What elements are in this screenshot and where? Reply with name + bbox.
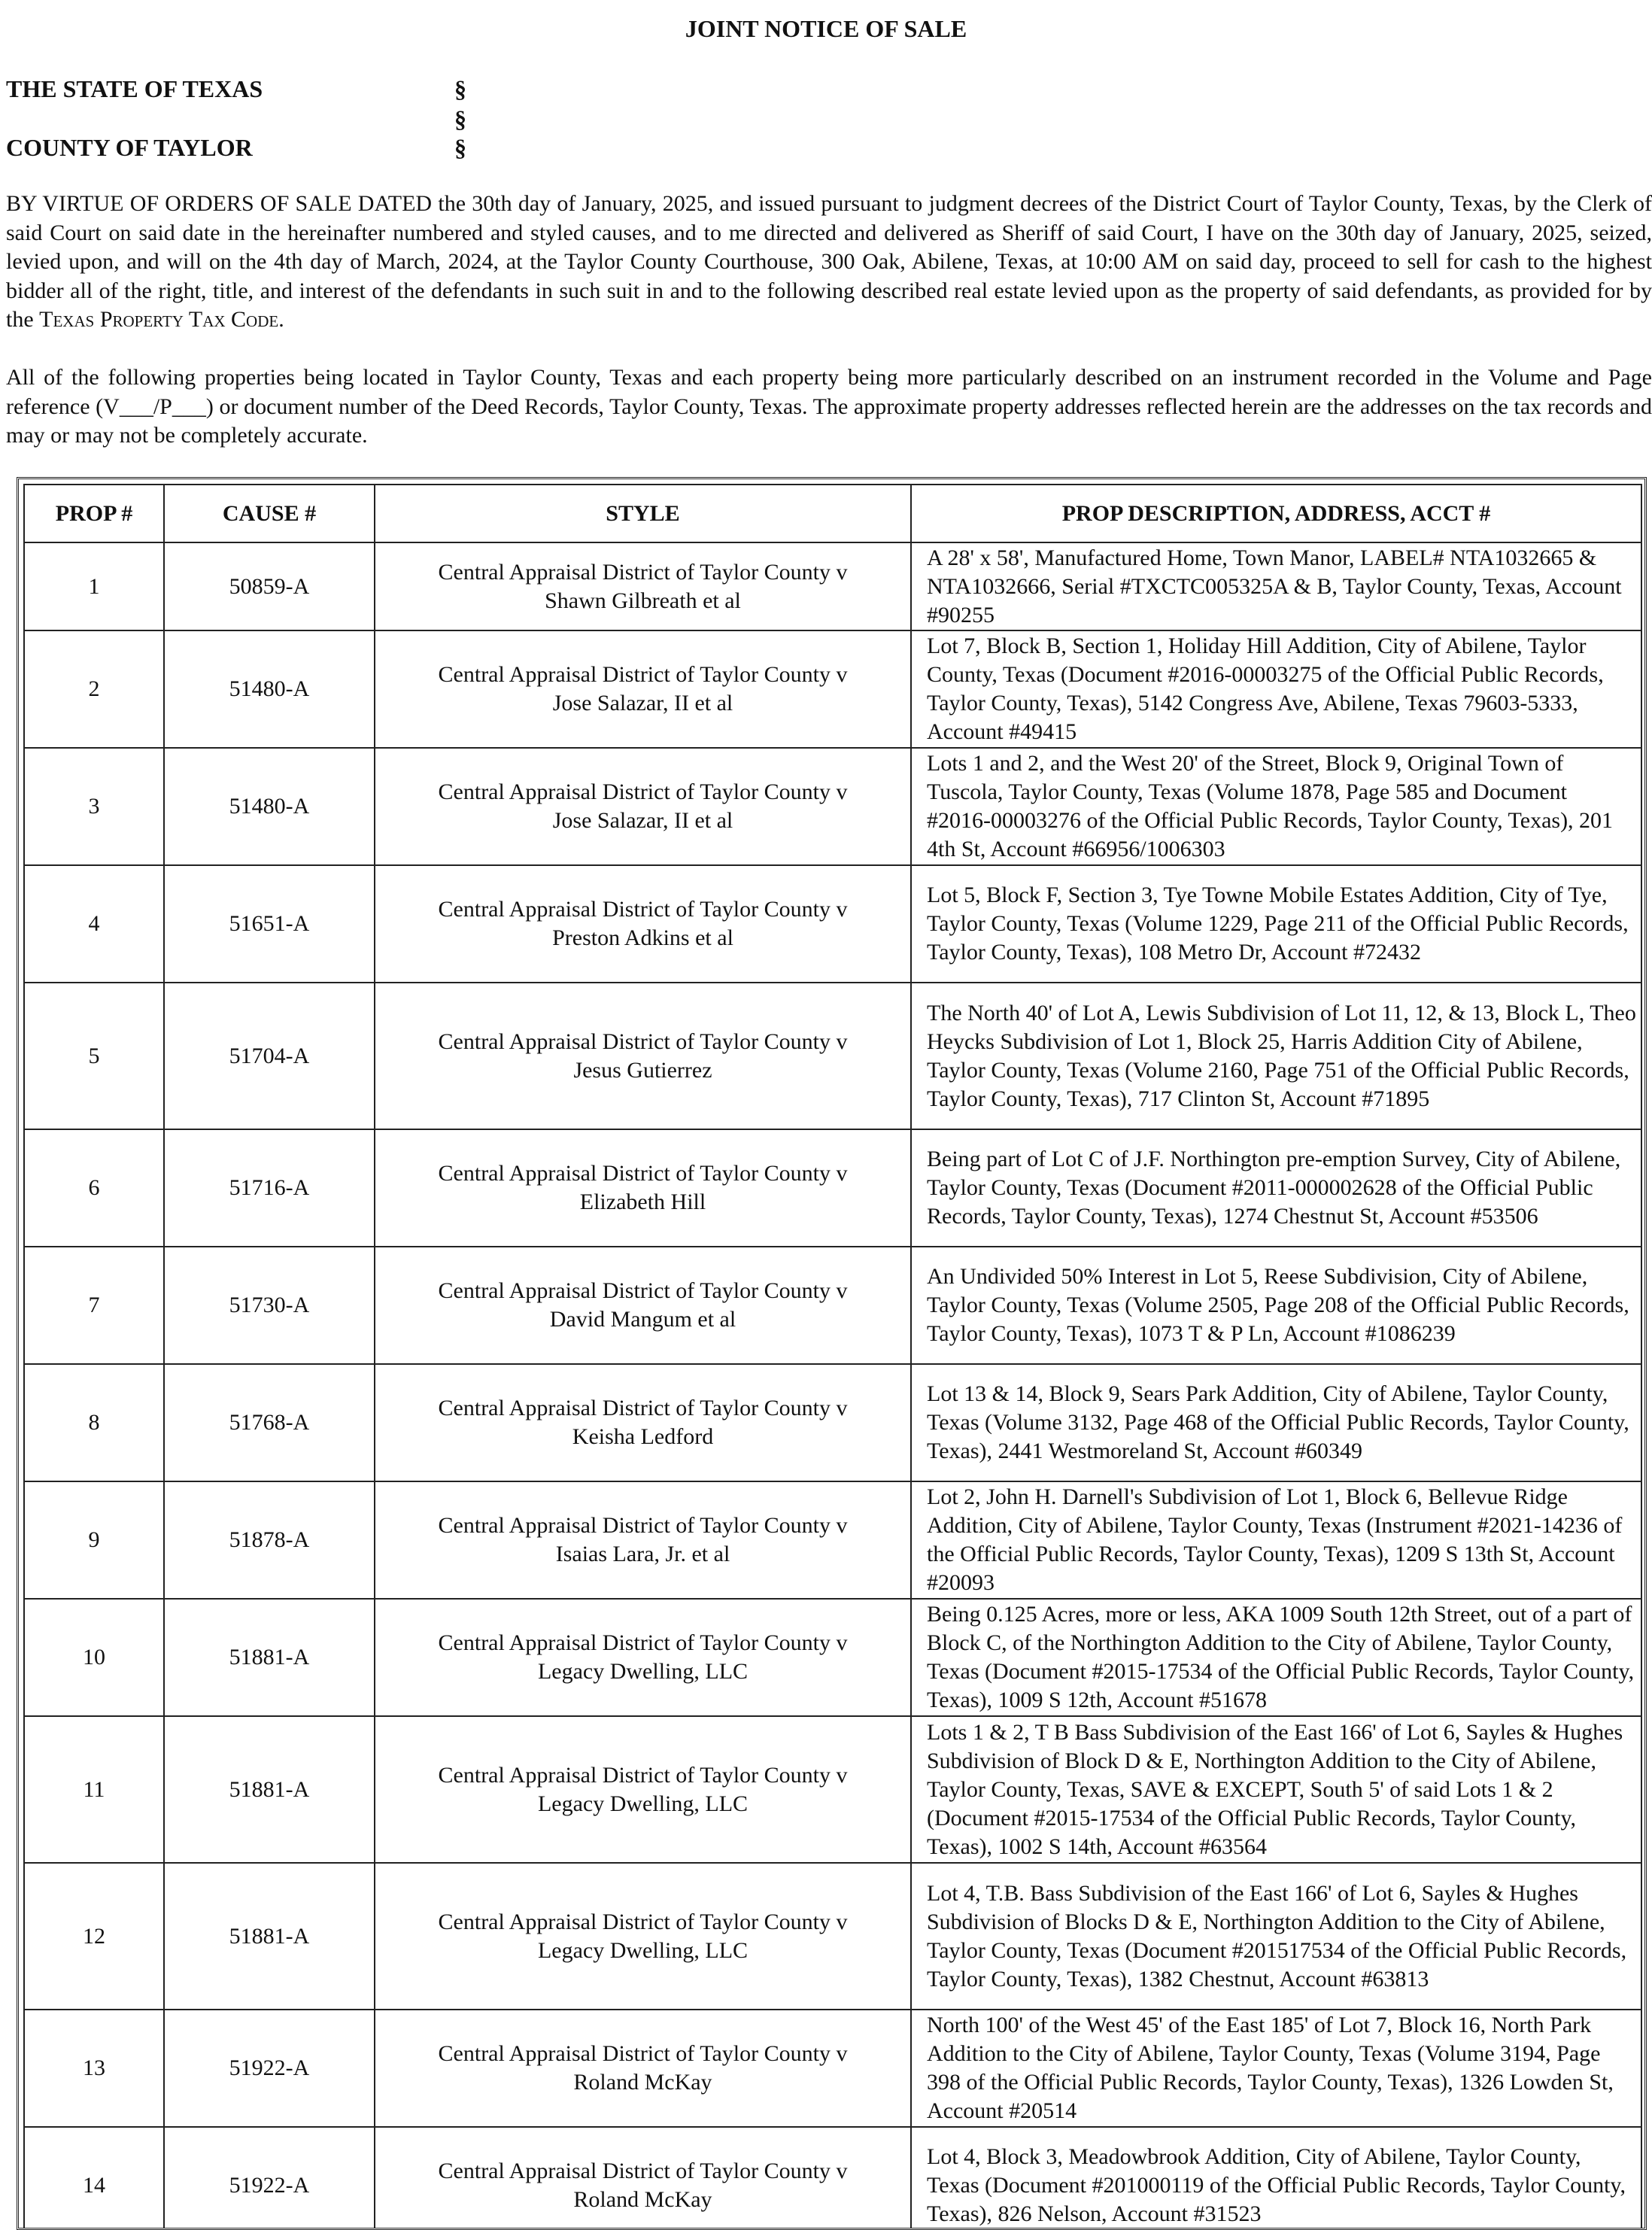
plaintiff: Central Appraisal District of Taylor County v (438, 1762, 848, 1788)
cause-number: 51651-A (164, 865, 375, 983)
table-row (24, 2127, 1641, 2230)
plaintiff: Central Appraisal District of Taylor County v (438, 1909, 848, 1934)
defendant: Legacy Dwelling, LLC (537, 1659, 749, 1684)
case-style (375, 542, 911, 630)
defendant: Roland McKay (573, 2070, 712, 2095)
property-description: An Undivided 50% Interest in Lot 5, Reese Subdivision, City of Abilene, Taylor County, Texas (Volume 2505, Page 208 of the Official Public Records, Taylor County, Texas), 1073 T & P Ln, Account #1086239 (911, 1247, 1641, 1364)
case-style (375, 1481, 911, 1599)
case-style (375, 630, 911, 748)
section-mark: § (454, 105, 466, 132)
property-description: Lot 7, Block B, Section 1, Holiday Hill Addition, City of Abilene, Taylor County, Texas (Document #2016-00003275 of the Official Public Records, Taylor County, Texas), 5142 Congress Ave, Abilene, Texas 79603-5333, Account #49415 (911, 630, 1641, 748)
column-header-description: PROP DESCRIPTION, ADDRESS, ACCT # (911, 485, 1641, 542)
property-description: Lot 13 & 14, Block 9, Sears Park Addition, City of Abilene, Taylor County, Texas (Volume 3132, Page 468 of the Official Public Records, Taylor County, Texas), 2441 Westmoreland St, Account #60349 (911, 1364, 1641, 1481)
table-row (24, 1481, 1641, 1599)
defendant: Preston Adkins et al (552, 925, 733, 950)
table-row (24, 2010, 1641, 2127)
property-description: Lot 4, Block 3, Meadowbrook Addition, City of Abilene, Taylor County, Texas (Document #201000119 of the Official Public Records, Taylor County, Texas), 826 Nelson, Account #31523 (911, 2127, 1641, 2230)
table-row (24, 1716, 1641, 1863)
prop-number: 11 (24, 1716, 164, 1863)
property-description: Lots 1 & 2, T B Bass Subdivision of the East 166' of Lot 6, Sayles & Hughes Subdivision of Block D & E, Northington Addition to the City of Abilene, Taylor County, Texas, SAVE & EXCEPT, South 5' of said Lots 1 & 2 (Document #2015-17534 of the Official Public Records, Taylor County, Texas), 1002 S 14th, Account #63564 (911, 1716, 1641, 1863)
prop-number: 14 (24, 2127, 164, 2230)
plaintiff: Central Appraisal District of Taylor County v (438, 779, 848, 804)
document-title: JOINT NOTICE OF SALE (685, 15, 967, 42)
section-mark: § (454, 134, 466, 161)
cause-number: 51922-A (164, 2127, 375, 2230)
cause-number: 51922-A (164, 2010, 375, 2127)
prop-number: 9 (24, 1481, 164, 1599)
prop-number: 5 (24, 983, 164, 1129)
case-style (375, 2010, 911, 2127)
table-row (24, 542, 1641, 630)
sale-table (23, 484, 1642, 2230)
property-description: Being part of Lot C of J.F. Northington pre-emption Survey, City of Abilene, Taylor County, Texas (Document #2011-000002628 of the Official Public Records, Taylor County, Texas), 1274 Chestnut St, Account #53506 (911, 1129, 1641, 1247)
case-style (375, 1129, 911, 1247)
table-row (24, 1364, 1641, 1481)
table-row (24, 865, 1641, 983)
plaintiff: Central Appraisal District of Taylor County v (438, 1513, 848, 1538)
paragraph-end: . (278, 307, 284, 332)
sale-table-frame (17, 477, 1647, 2230)
cause-number: 51881-A (164, 1599, 375, 1716)
cause-number: 51768-A (164, 1364, 375, 1481)
state-heading: THE STATE OF TEXAS (6, 75, 263, 102)
column-header-style: STYLE (375, 485, 911, 542)
defendant: Isaias Lara, Jr. et al (555, 1542, 730, 1566)
defendant: Legacy Dwelling, LLC (537, 1791, 749, 1816)
prop-number: 7 (24, 1247, 164, 1364)
cause-number: 51881-A (164, 1863, 375, 2010)
case-style (375, 1364, 911, 1481)
prop-number: 12 (24, 1863, 164, 2010)
prop-number: 13 (24, 2010, 164, 2127)
property-description: A 28' x 58', Manufactured Home, Town Manor, LABEL# NTA1032665 & NTA1032666, Serial #TXCTC005325A & B, Taylor County, Texas, Account #90255 (911, 542, 1641, 630)
defendant: Jose Salazar, II et al (552, 808, 733, 833)
table-row (24, 1129, 1641, 1247)
plaintiff: Central Appraisal District of Taylor County v (438, 2159, 848, 2183)
prop-number: 10 (24, 1599, 164, 1716)
defendant: Roland McKay (573, 2187, 712, 2212)
cause-number: 50859-A (164, 542, 375, 630)
plaintiff: Central Appraisal District of Taylor County v (438, 1278, 848, 1303)
prop-number: 1 (24, 542, 164, 630)
defendant: Shawn Gilbreath et al (545, 588, 741, 613)
table-row (24, 983, 1641, 1129)
case-style (375, 2127, 911, 2230)
section-mark: § (454, 75, 466, 102)
cause-number: 51480-A (164, 748, 375, 865)
defendant: David Mangum et al (549, 1307, 736, 1332)
plaintiff: Central Appraisal District of Taylor County v (438, 1630, 848, 1655)
defendant: Keisha Ledford (572, 1424, 714, 1449)
county-heading: COUNTY OF TAYLOR (6, 134, 253, 161)
order-of-sale-text: BY VIRTUE OF ORDERS OF SALE DATED the 30th day of January, 2025, and issued pursuant to judgment decrees of the District Court of Taylor County, Texas, by the Clerk of said Court on said date in the hereinafter numbered and styled causes, and to me directed and delivered as Sheriff of said Court, I have on the 30th day of January, 2025, seized, levied upon, and will on the 4th day of March, 2024, at the Taylor County Courthouse, 300 Oak, Abilene, Texas, at 10:00 AM on said day, proceed to sell for cash to the highest bidder all of the right, title, and interest of the defendants in such suit in and to the following described real estate levied upon as the property of said defendants, as provided for by the (6, 191, 1652, 332)
case-style (375, 748, 911, 865)
cause-number: 51480-A (164, 630, 375, 748)
property-description: The North 40' of Lot A, Lewis Subdivision of Lot 11, 12, & 13, Block L, Theo Heycks Subdivision of Lot 1, Block 25, Harris Addition City of Abilene, Taylor County, Texas (Volume 2160, Page 751 of the Official Public Records, Taylor County, Texas), 717 Clinton St, Account #71895 (911, 983, 1641, 1129)
cause-number: 51730-A (164, 1247, 375, 1364)
property-description: Lots 1 and 2, and the West 20' of the Street, Block 9, Original Town of Tuscola, Taylor County, Texas (Volume 1878, Page 585 and Document #2016-00003276 of the Official Public Records, Taylor County, Texas), 201 4th St, Account #66956/1006303 (911, 748, 1641, 865)
property-description: North 100' of the West 45' of the East 185' of Lot 7, Block 16, North Park Addition to the City of Abilene, Taylor County, Texas (Volume 3194, Page 398 of the Official Public Records, Taylor County, Texas), 1326 Lowden St, Account #20514 (911, 2010, 1641, 2127)
case-style (375, 865, 911, 983)
tax-code-name: Texas Property Tax Code (39, 307, 279, 332)
table-row (24, 1863, 1641, 2010)
property-description: Lot 4, T.B. Bass Subdivision of the East 166' of Lot 6, Sayles & Hughes Subdivision of Blocks D & E, Northington Addition to the City of Abilene, Taylor County, Texas (Document #201517534 of the Official Public Records, Taylor County, Texas), 1382 Chestnut, Account #63813 (911, 1863, 1641, 2010)
table-row (24, 1599, 1641, 1716)
cause-number: 51881-A (164, 1716, 375, 1863)
property-description: Lot 2, John H. Darnell's Subdivision of Lot 1, Block 6, Bellevue Ridge Addition, City of Abilene, Taylor County, Texas (Instrument #2021-14236 of the Official Public Records, Taylor County, Texas), 1209 S 13th St, Account #20093 (911, 1481, 1641, 1599)
case-style (375, 1863, 911, 2010)
plaintiff: Central Appraisal District of Taylor County v (438, 1161, 848, 1186)
cause-number: 51704-A (164, 983, 375, 1129)
defendant: Jesus Gutierrez (573, 1057, 712, 1083)
case-style (375, 983, 911, 1129)
plaintiff: Central Appraisal District of Taylor County v (438, 2041, 848, 2066)
defendant: Legacy Dwelling, LLC (537, 1937, 749, 1963)
prop-number: 8 (24, 1364, 164, 1481)
plaintiff: Central Appraisal District of Taylor County v (438, 1028, 848, 1054)
case-style (375, 1599, 911, 1716)
plaintiff: Central Appraisal District of Taylor County v (438, 897, 848, 922)
table-row (24, 748, 1641, 865)
defendant: Jose Salazar, II et al (552, 691, 733, 715)
case-style (375, 1247, 911, 1364)
prop-number: 3 (24, 748, 164, 865)
plaintiff: Central Appraisal District of Taylor County v (438, 662, 848, 687)
table-row (24, 1247, 1641, 1364)
plaintiff: Central Appraisal District of Taylor County v (438, 559, 848, 585)
column-header-cause: CAUSE # (164, 485, 375, 542)
column-header-prop: PROP # (24, 485, 164, 542)
table-row (24, 630, 1641, 748)
prop-number: 6 (24, 1129, 164, 1247)
case-style (375, 1716, 911, 1863)
property-description: Being 0.125 Acres, more or less, AKA 1009 South 12th Street, out of a part of Block C, of the Northington Addition to the City of Abilene, Taylor County, Texas (Document #2015-17534 of the Official Public Records, Taylor County, Texas), 1009 S 12th, Account #51678 (911, 1599, 1641, 1716)
prop-number: 2 (24, 630, 164, 748)
cause-number: 51878-A (164, 1481, 375, 1599)
table-header-row (24, 485, 1641, 542)
property-location-paragraph: All of the following properties being located in Taylor County, Texas and each property being more particularly described on an instrument recorded in the Volume and Page reference (V___/P___) or document number of the Deed Records, Taylor County, Texas. The approximate property addresses reflected herein are the addresses on the tax records and may or may not be completely accurate. (6, 365, 1652, 448)
property-description: Lot 5, Block F, Section 3, Tye Towne Mobile Estates Addition, City of Tye, Taylor County, Texas (Volume 1229, Page 211 of the Official Public Records, Taylor County, Texas), 108 Metro Dr, Account #72432 (911, 865, 1641, 983)
order-of-sale-paragraph (6, 190, 1652, 335)
cause-number: 51716-A (164, 1129, 375, 1247)
defendant: Elizabeth Hill (579, 1189, 706, 1214)
prop-number: 4 (24, 865, 164, 983)
plaintiff: Central Appraisal District of Taylor County v (438, 1396, 848, 1420)
